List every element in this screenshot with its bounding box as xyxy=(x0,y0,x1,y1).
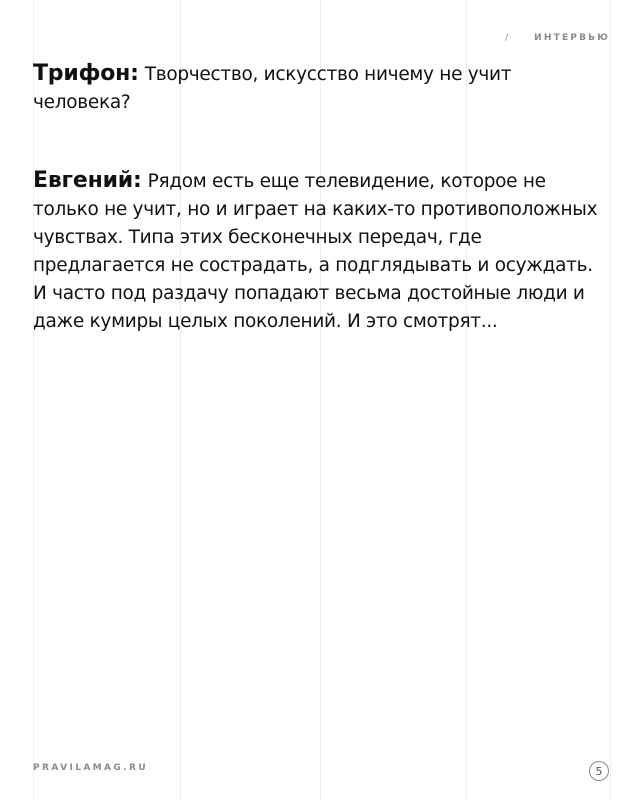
section-title: ИНТЕРВЬЮ xyxy=(534,33,610,43)
header-separator: / xyxy=(505,33,509,43)
page-number: 5 xyxy=(595,764,603,778)
column-guide xyxy=(610,0,611,800)
speaker-name: Евгений: xyxy=(33,168,142,193)
dialogue-entry xyxy=(33,167,609,336)
section-header xyxy=(505,33,610,43)
dialogue-entry xyxy=(33,60,609,117)
dialogue-text: Творчество, искусство ничему не учит человека? xyxy=(33,64,512,113)
page-number-badge xyxy=(589,761,609,781)
speaker-name: Трифон: xyxy=(33,61,139,86)
interview-content xyxy=(33,60,609,336)
dialogue-text: Рядом есть еще телевидение, которое не только не учит, но и играет на каких-то противоположных чувствах. Типа этих бесконечных передач, где предлагается не сострадать, а подглядывать и осуждать. И часто под раздачу попадают весьма достойные люди и даже кумиры целых поколений. И это смотрят... xyxy=(33,171,598,332)
site-name: PRAVILAMAG.RU xyxy=(33,763,149,773)
